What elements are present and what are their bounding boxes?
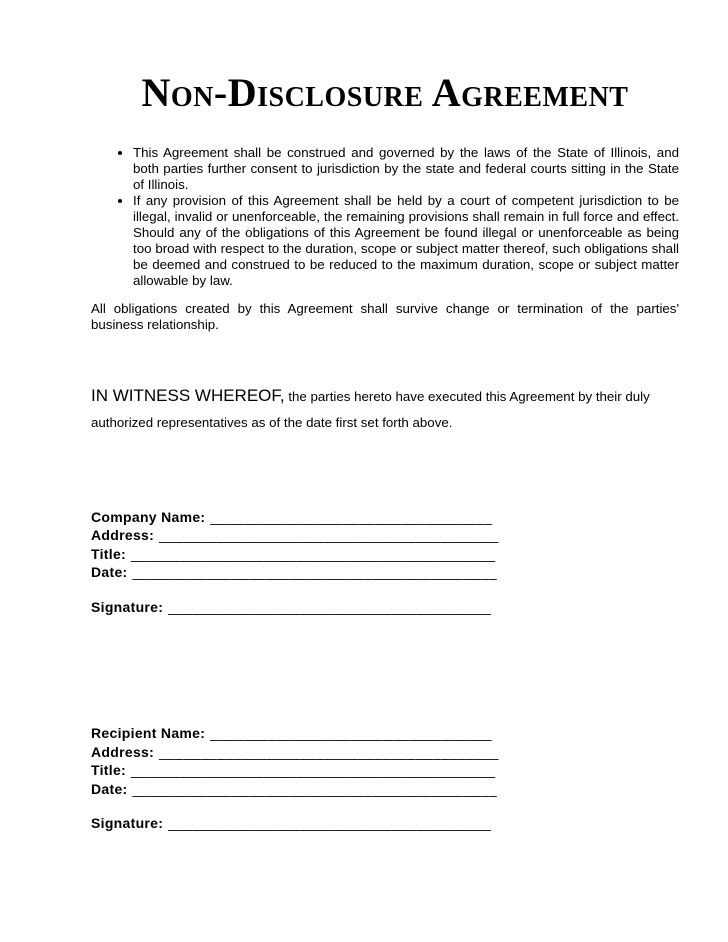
recipient-address-label: Address: [91,743,155,760]
witness-paragraph [91,383,679,436]
survival-paragraph: All obligations created by this Agreement shall survive change or termination of the parties' business relationship. [91,300,679,332]
document-content [91,27,679,833]
company-title-fill-line: ____________________________________________ [131,545,496,562]
company-date-label: Date: [91,564,128,581]
witness-lead: IN WITNESS WHEREOF, [91,385,285,405]
document-title: Non-Disclosure Agreement [141,69,629,115]
company-signature-block [91,508,679,617]
recipient-signature-block [91,724,679,833]
field-recipient-name [91,724,679,743]
field-recipient-address [91,743,679,762]
recipient-signature-fill-line: _______________________________________ [168,815,492,832]
clause-governing-law: • This Agreement shall be construed and governed by the laws of the State of Illinois, and both parties further consent to jurisdiction by the state and federal courts sitting in the State of Illinois. [133,145,679,193]
company-address-fill-line: _________________________________________ [159,527,499,544]
company-title-label: Title: [91,545,126,562]
recipient-date-label: Date: [91,780,128,797]
company-date-fill-line: ____________________________________________ [132,564,498,581]
field-recipient-signature [91,814,679,833]
recipient-name-fill-line: __________________________________ [210,725,492,742]
recipient-address-fill-line: _________________________________________ [159,743,499,760]
witness-body: the parties hereto have executed this Agreement by their duly authorized representatives as of the date first set forth above. [91,388,650,430]
company-address-label: Address: [91,527,155,544]
field-recipient-title [91,761,679,780]
company-name-fill-line: __________________________________ [210,508,493,525]
field-company-signature [91,598,679,617]
company-signature-label: Signature: [91,598,164,615]
recipient-title-label: Title: [91,762,126,779]
clause-bullet-list [91,145,679,289]
field-recipient-date [91,780,679,799]
recipient-signature-label: Signature: [91,815,164,832]
company-name-label: Company Name: [91,508,206,525]
field-company-date [91,563,679,582]
field-company-name [91,508,679,527]
recipient-date-fill-line: ____________________________________________ [132,780,498,797]
field-company-address [91,526,679,545]
field-company-title [91,545,679,564]
clause-severability: • If any provision of this Agreement shall be held by a court of competent jurisdiction to be illegal, invalid or unenforceable, the remaining provisions shall remain in full force and effect. Should any of the obligations of this Agreement be found illegal or unenforceable as being too broad with respect to the duration, scope or subject matter thereof, such obligations shall be deemed and construed to be reduced to the maximum duration, scope or subject matter allowable by law. [133,193,679,289]
recipient-name-label: Recipient Name: [91,725,206,742]
recipient-title-fill-line: ____________________________________________ [131,762,496,779]
company-signature-fill-line: _______________________________________ [168,598,492,615]
